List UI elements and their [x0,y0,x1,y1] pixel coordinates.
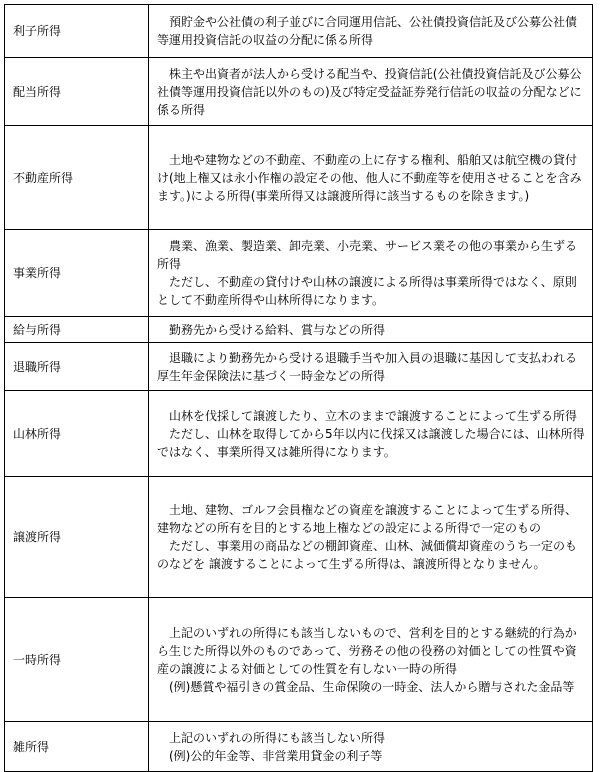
income-description-cell [149,58,593,126]
table-row [5,391,593,477]
income-description-cell [149,126,593,230]
description-line: 上記のいずれの所得にも該当しないもので、営利を目的とする継続的行為から生じた所得以外のものであって、労務その他の役務の対価としての性質や資産の譲渡による対価としての性質を有しない一時の所得 [157,625,577,676]
description-line: (例)公的年金等、非営業用貸金の利子等 [169,748,383,763]
income-type-cell: 利子所得 [5,5,149,58]
income-description-cell [149,317,593,343]
description-line: (例)懸賞や福引きの賞金品、生命保険の一時金、法人から贈与された金品等 [169,679,575,694]
income-type-cell: 雑所得 [5,722,149,772]
income-description-cell [149,5,593,58]
income-description-cell [149,230,593,317]
description-line: 株主や出資者が法人から受ける配当や、投資信託(公社債投資信託及び公募公社債等運用投資信託以外のもの)及び特定受益証券発行信託の収益の分配などに係る所得 [157,66,582,117]
income-type-cell: 不動産所得 [5,126,149,230]
income-type-cell: 山林所得 [5,391,149,477]
income-type-cell: 譲渡所得 [5,477,149,598]
description-line: 勤務先から受ける給料、賞与などの所得 [169,322,386,337]
income-table-body [5,5,593,772]
table-row [5,5,593,58]
description-line: 山林を伐採して譲渡したり、立木のままで譲渡することによって生ずる所得 [169,408,578,423]
table-row [5,58,593,126]
income-description-cell [149,391,593,477]
description-line: 上記のいずれの所得にも該当しない所得 [169,730,386,745]
table-row [5,722,593,772]
income-description-cell [149,477,593,598]
table-row [5,477,593,598]
description-line: 預貯金や公社債の利子並びに合同運用信託、公社債投資信託及び公募公社債等運用投資信託の収益の分配に係る所得 [157,15,578,47]
income-type-cell: 給与所得 [5,317,149,343]
table-row [5,126,593,230]
income-description-cell [149,722,593,772]
table-row [5,343,593,391]
description-line: 退職により勤務先から受ける退職手当や加入員の退職に基因して支払われる厚生年金保険法に基づく一時金などの所得 [157,350,578,383]
table-row [5,230,593,317]
description-line: ただし、山林を取得してから5年以内に伐採又は譲渡した場合には、山林所得ではなく、事業所得又は雑所得になります。 [157,426,585,459]
table-row [5,598,593,722]
description-line: ただし、不動産の貸付けや山林の譲渡による所得は事業所得ではなく、原則として不動産所得や山林所得になります。 [157,275,577,307]
description-line: 農業、漁業、製造業、卸売業、小売業、サービス業その他の事業から生ずる所得 [157,239,578,271]
income-type-cell: 事業所得 [5,230,149,317]
income-types-table [4,4,593,772]
description-line: 土地、建物、ゴルフ会員権などの資産を譲渡することによって生ずる所得、建物などの所有を目的とする地上権などの設定による所得で一定のもの [157,503,578,535]
income-type-cell: 退職所得 [5,343,149,391]
income-type-cell: 一時所得 [5,598,149,722]
description-line: 土地や建物などの不動産、不動産の上に存する権利、船舶又は航空機の貸付け(地上権又は永小作権の設定その他、他人に不動産等を使用させることを含みます。)による所得(事業所得又は譲渡所得に該当するものを除きます。) [157,152,582,203]
income-type-cell: 配当所得 [5,58,149,126]
income-description-cell [149,598,593,722]
description-line: ただし、事業用の商品などの棚卸資産、山林、減価償却資産のうち一定のものなどを 譲渡することによって生ずる所得は、譲渡所得となりません。 [157,539,578,571]
income-description-cell [149,343,593,391]
table-row [5,317,593,343]
